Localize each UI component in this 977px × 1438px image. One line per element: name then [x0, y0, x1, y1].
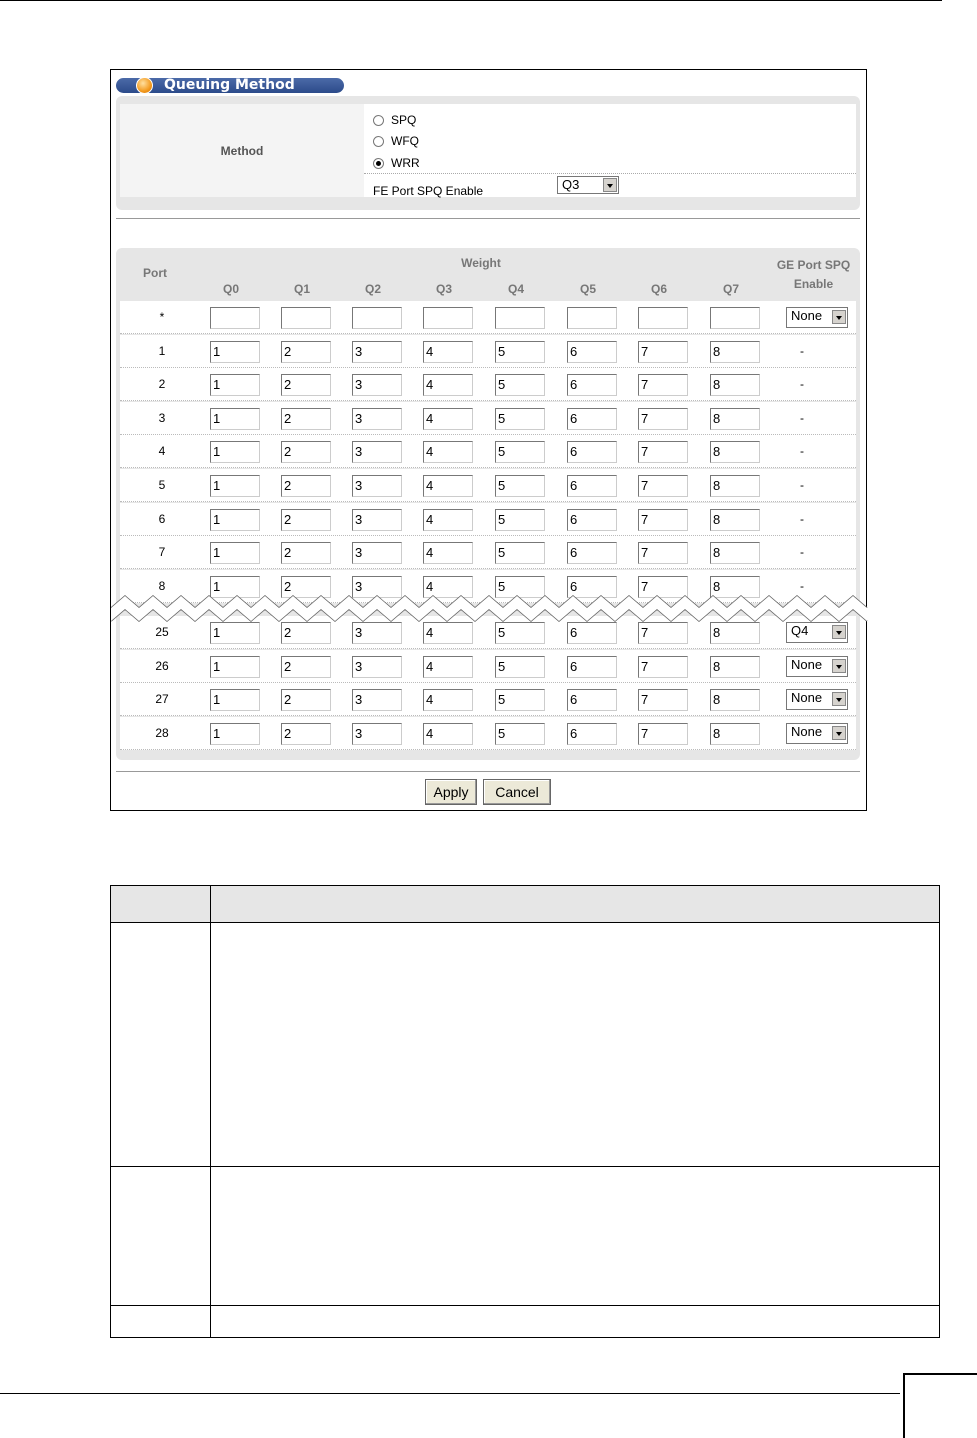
description-table	[110, 885, 940, 1338]
weight-input-q7[interactable]: 8	[710, 441, 760, 463]
weight-input-q3[interactable]: 4	[423, 576, 473, 598]
weight-input-q3[interactable]: 4	[423, 408, 473, 430]
method-option-spq[interactable]: SPQ	[373, 113, 416, 127]
weight-input-q7[interactable]: 8	[710, 689, 760, 711]
ge-port-spq-select[interactable]: Q4	[786, 622, 848, 643]
weight-input-q6[interactable]: 7	[638, 341, 688, 363]
weight-input-q1[interactable]: 2	[281, 509, 331, 531]
weight-input-q1[interactable]: 2	[281, 622, 331, 644]
weight-input-q4[interactable]: 5	[495, 441, 545, 463]
weight-input-q2[interactable]: 3	[352, 509, 402, 531]
queue-header-q6: Q6	[650, 282, 667, 296]
weight-input-q1[interactable]: 2	[281, 689, 331, 711]
weight-input-q5[interactable]: 6	[567, 723, 617, 745]
port-number: 7	[158, 545, 166, 559]
weight-input-q1[interactable]: 2	[281, 408, 331, 430]
weight-input-q2[interactable]: 3	[352, 475, 402, 497]
weight-input-q6[interactable]: 7	[638, 542, 688, 564]
weight-input-q3[interactable]: 4	[423, 622, 473, 644]
page-top-rule	[0, 0, 942, 1]
panel-title: Queuing Method	[164, 77, 295, 93]
weight-input-q6[interactable]	[638, 307, 688, 329]
weight-input-q6[interactable]: 7	[638, 475, 688, 497]
description-table-header	[111, 886, 939, 923]
weight-input-q0[interactable]: 1	[210, 374, 260, 396]
port-number: 3	[158, 411, 166, 425]
weight-input-q5[interactable]: 6	[567, 576, 617, 598]
apply-button[interactable]: Apply	[425, 779, 477, 805]
weight-input-q1[interactable]: 2	[281, 542, 331, 564]
ge-port-spq-na: -	[800, 545, 804, 559]
ge-port-spq-na: -	[800, 444, 804, 458]
weight-input-q7[interactable]: 8	[710, 341, 760, 363]
fe-port-spq-select[interactable]: Q3	[557, 176, 619, 194]
weight-input-q2[interactable]: 3	[352, 374, 402, 396]
weight-input-q2[interactable]: 3	[352, 689, 402, 711]
ge-port-spq-na: -	[800, 377, 804, 391]
weight-input-q3[interactable]: 4	[423, 656, 473, 678]
method-label: Method	[120, 104, 364, 197]
table-row	[120, 683, 856, 716]
weight-input-q4[interactable]: 5	[495, 341, 545, 363]
method-section	[116, 96, 860, 210]
weight-input-q3[interactable]: 4	[423, 441, 473, 463]
weight-input-q4[interactable]: 5	[495, 656, 545, 678]
weight-input-q1[interactable]: 2	[281, 341, 331, 363]
weight-input-q2[interactable]: 3	[352, 408, 402, 430]
ge-port-spq-na: -	[800, 579, 804, 593]
fe-port-spq-label: FE Port SPQ Enable	[373, 184, 484, 198]
weight-input-q4[interactable]	[495, 307, 545, 329]
weight-input-q3[interactable]: 4	[423, 689, 473, 711]
queuing-method-panel	[110, 69, 867, 811]
weight-input-q5[interactable]: 6	[567, 656, 617, 678]
weight-input-q2[interactable]: 3	[352, 341, 402, 363]
weight-input-q3[interactable]: 4	[423, 509, 473, 531]
table-row	[120, 503, 856, 536]
row-divider	[111, 1305, 939, 1306]
weight-input-q7[interactable]: 8	[710, 723, 760, 745]
page-bottom-rule	[0, 1393, 900, 1394]
weight-input-q2[interactable]: 3	[352, 542, 402, 564]
weight-input-q7[interactable]: 8	[710, 475, 760, 497]
weight-input-q0[interactable]: 1	[210, 622, 260, 644]
ge-port-spq-header-enable: Enable	[793, 277, 834, 291]
weight-input-q6[interactable]: 7	[638, 509, 688, 531]
weight-input-q0[interactable]: 1	[210, 509, 260, 531]
weight-input-q1[interactable]: 2	[281, 723, 331, 745]
orb-icon	[136, 77, 153, 94]
weight-input-q4[interactable]: 5	[495, 622, 545, 644]
weight-input-q2[interactable]: 3	[352, 656, 402, 678]
queue-header-q0: Q0	[222, 282, 239, 296]
weight-input-q1[interactable]: 2	[281, 576, 331, 598]
port-header: Port	[143, 266, 167, 280]
weight-input-q5[interactable]: 6	[567, 408, 617, 430]
ge-port-spq-na: -	[800, 344, 804, 358]
port-number: 8	[158, 579, 166, 593]
weight-input-q2[interactable]: 3	[352, 441, 402, 463]
port-number: 25	[155, 625, 169, 639]
column-divider	[210, 886, 211, 1338]
weight-input-q0[interactable]: 1	[210, 408, 260, 430]
queue-header-q7: Q7	[722, 282, 739, 296]
weight-input-q6[interactable]: 7	[638, 408, 688, 430]
weight-input-q6[interactable]: 7	[638, 656, 688, 678]
weight-input-q3[interactable]: 4	[423, 475, 473, 497]
ge-port-spq-select[interactable]: None	[786, 307, 848, 328]
port-number: 28	[155, 726, 169, 740]
chevron-down-icon[interactable]	[832, 726, 846, 740]
weight-input-q3[interactable]: 4	[423, 341, 473, 363]
panel-title-bar	[116, 78, 344, 93]
radio-icon[interactable]	[373, 158, 384, 169]
queue-header-q1: Q1	[293, 282, 310, 296]
weight-input-q5[interactable]: 6	[567, 475, 617, 497]
weight-input-q5[interactable]: 6	[567, 341, 617, 363]
ge-port-spq-select[interactable]: None	[786, 656, 848, 677]
divider	[116, 218, 860, 219]
port-number: 6	[158, 512, 166, 526]
table-row	[120, 402, 856, 435]
divider	[364, 173, 856, 174]
weight-input-q0[interactable]	[210, 307, 260, 329]
weight-input-q2[interactable]: 3	[352, 622, 402, 644]
weight-input-q1[interactable]: 2	[281, 656, 331, 678]
weight-input-q7[interactable]	[710, 307, 760, 329]
ge-port-spq-select[interactable]: None	[786, 689, 848, 710]
table-row	[120, 368, 856, 401]
weight-input-q7[interactable]: 8	[710, 374, 760, 396]
weight-input-q4[interactable]: 5	[495, 723, 545, 745]
method-option-wfq[interactable]: WFQ	[373, 134, 419, 148]
weight-input-q5[interactable]: 6	[567, 441, 617, 463]
table-row	[120, 335, 856, 368]
divider	[116, 771, 860, 772]
ge-port-spq-na: -	[800, 512, 804, 526]
weight-input-q3[interactable]: 4	[423, 723, 473, 745]
weight-input-q4[interactable]: 5	[495, 408, 545, 430]
weight-input-q4[interactable]: 5	[495, 576, 545, 598]
weight-input-q0[interactable]: 1	[210, 441, 260, 463]
radio-icon[interactable]	[373, 136, 384, 147]
table-break-zigzag	[111, 590, 868, 630]
weight-input-q6[interactable]: 7	[638, 689, 688, 711]
weight-input-q4[interactable]: 5	[495, 509, 545, 531]
weight-input-q6[interactable]: 7	[638, 374, 688, 396]
radio-icon[interactable]	[373, 115, 384, 126]
table-row	[120, 536, 856, 569]
weight-input-q7[interactable]: 8	[710, 656, 760, 678]
row-divider	[111, 1166, 939, 1167]
weight-input-q2[interactable]: 3	[352, 576, 402, 598]
queue-header-q5: Q5	[579, 282, 596, 296]
chevron-down-icon[interactable]	[603, 178, 617, 192]
weight-input-q4[interactable]: 5	[495, 475, 545, 497]
weight-input-q7[interactable]: 8	[710, 509, 760, 531]
port-number: 2	[158, 377, 166, 391]
port-number: 27	[155, 692, 169, 706]
table-row	[120, 469, 856, 502]
port-number: *	[159, 310, 165, 324]
port-weight-table	[116, 248, 860, 760]
cancel-button[interactable]: Cancel	[483, 779, 551, 805]
table-row	[120, 650, 856, 683]
weight-input-q0[interactable]: 1	[210, 723, 260, 745]
weight-input-q7[interactable]: 8	[710, 542, 760, 564]
ge-port-spq-select[interactable]: None	[786, 723, 848, 744]
method-option-wrr[interactable]: WRR	[373, 156, 420, 170]
weight-input-q5[interactable]: 6	[567, 374, 617, 396]
weight-input-q7[interactable]: 8	[710, 408, 760, 430]
chevron-down-icon[interactable]	[832, 310, 846, 324]
queue-header-q2: Q2	[364, 282, 381, 296]
weight-input-q5[interactable]: 6	[567, 509, 617, 531]
table-row	[120, 301, 856, 334]
weight-header: Weight	[461, 256, 501, 270]
weight-input-q4[interactable]: 5	[495, 689, 545, 711]
port-number: 26	[155, 659, 169, 673]
weight-input-q6[interactable]: 7	[638, 441, 688, 463]
weight-input-q1[interactable]: 2	[281, 374, 331, 396]
weight-input-q1[interactable]	[281, 307, 331, 329]
weight-input-q5[interactable]: 6	[567, 622, 617, 644]
weight-input-q4[interactable]: 5	[495, 374, 545, 396]
weight-input-q3[interactable]: 4	[423, 374, 473, 396]
table-row	[120, 717, 856, 750]
weight-input-q0[interactable]: 1	[210, 656, 260, 678]
weight-input-q0[interactable]: 1	[210, 475, 260, 497]
weight-input-q4[interactable]: 5	[495, 542, 545, 564]
weight-input-q5[interactable]: 6	[567, 542, 617, 564]
weight-input-q6[interactable]: 7	[638, 576, 688, 598]
ge-port-spq-header: GE Port SPQ	[776, 258, 851, 272]
weight-input-q3[interactable]	[423, 307, 473, 329]
weight-input-q0[interactable]: 1	[210, 341, 260, 363]
weight-input-q2[interactable]: 3	[352, 723, 402, 745]
weight-input-q1[interactable]: 2	[281, 441, 331, 463]
weight-input-q6[interactable]: 7	[638, 622, 688, 644]
port-number: 1	[158, 344, 166, 358]
weight-input-q5[interactable]	[567, 307, 617, 329]
page-number-box	[903, 1373, 977, 1438]
ge-port-spq-na: -	[800, 411, 804, 425]
queue-header-q3: Q3	[435, 282, 452, 296]
chevron-down-icon[interactable]	[832, 692, 846, 706]
weight-input-q0[interactable]: 1	[210, 576, 260, 598]
weight-input-q1[interactable]: 2	[281, 475, 331, 497]
table-row	[120, 435, 856, 468]
weight-input-q0[interactable]: 1	[210, 542, 260, 564]
chevron-down-icon[interactable]	[832, 659, 846, 673]
weight-input-q0[interactable]: 1	[210, 689, 260, 711]
weight-input-q3[interactable]: 4	[423, 542, 473, 564]
port-number: 4	[158, 444, 166, 458]
weight-input-q7[interactable]: 8	[710, 576, 760, 598]
weight-input-q2[interactable]	[352, 307, 402, 329]
weight-input-q7[interactable]: 8	[710, 622, 760, 644]
weight-input-q5[interactable]: 6	[567, 689, 617, 711]
ge-port-spq-na: -	[800, 478, 804, 492]
queue-header-q4: Q4	[507, 282, 524, 296]
port-number: 5	[158, 478, 166, 492]
weight-input-q6[interactable]: 7	[638, 723, 688, 745]
